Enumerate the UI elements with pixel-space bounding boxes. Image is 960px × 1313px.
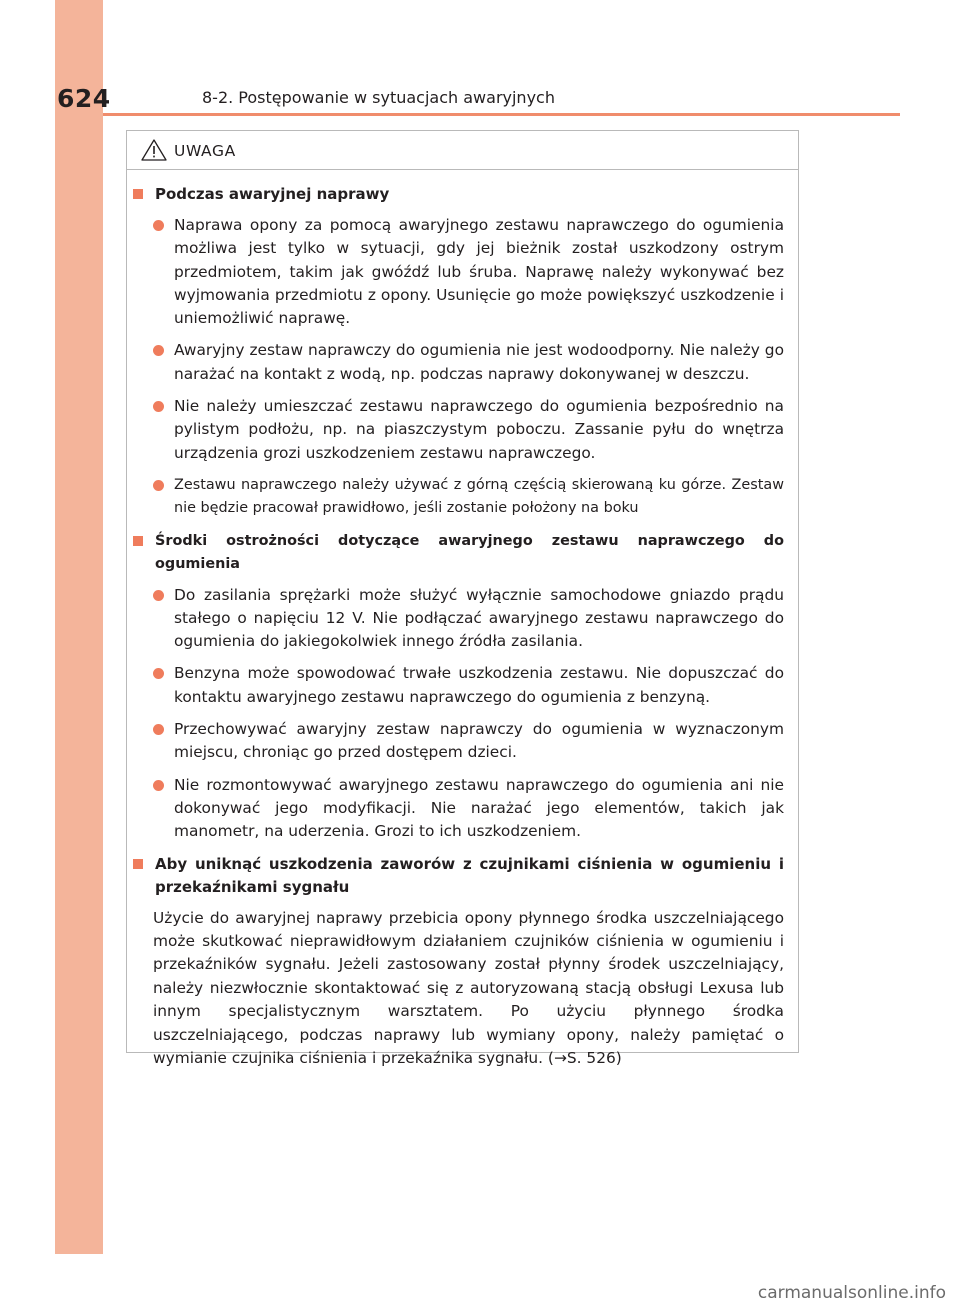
section-heading: Środki ostrożności dotyczące awaryjnego zestawu naprawczego do ogumienia xyxy=(127,530,784,576)
list-item: Naprawa opony za pomocą awaryjnego zestawu naprawczego do ogumienia możliwa jest tylko w sytuacji, gdy jej bieżnik został uszkodzony ostrym przedmiotem, takim jak gwóźdź lub śruba. Naprawę należy wykonywać bez wyjmowania przedmiotu z opony. Usunięcie go może powiększyć uszkodzenie i uniemożliwić naprawę. xyxy=(127,214,784,330)
warning-triangle-icon xyxy=(141,139,167,161)
round-bullet-icon xyxy=(153,401,164,412)
round-bullet-icon xyxy=(153,220,164,231)
page-reference[interactable]: S. 526) xyxy=(566,1048,622,1067)
list-item: Awaryjny zestaw naprawczy do ogumienia nie jest wodoodporny. Nie należy go narażać na kontakt z wodą, np. podczas naprawy dokonywanej w deszczu. xyxy=(127,339,784,386)
header-divider xyxy=(103,113,900,116)
square-bullet-icon xyxy=(133,536,143,546)
list-item: Przechowywać awaryjny zestaw naprawczy do ogumienia w wyznaczonym miejscu, chroniąc go przed dostępem dzieci. xyxy=(127,718,784,765)
page-number: 624 xyxy=(57,84,111,113)
round-bullet-icon xyxy=(153,780,164,791)
list-item: Nie należy umieszczać zestawu naprawczego do ogumienia bezpośrednio na pylistym podłożu, np. na piaszczystym poboczu. Zassanie pyłu do wnętrza urządzenia grozi uszkodzeniem zestawu naprawczego. xyxy=(127,395,784,465)
list-item: Benzyna może spowodować trwałe uszkodzenia zestawu. Nie dopuszczać do kontaktu awaryjnego zestawu naprawczego do ogumienia z benzyną. xyxy=(127,662,784,709)
reference-arrow-icon: → xyxy=(553,1048,567,1067)
paragraph: Użycie do awaryjnej naprawy przebicia opony płynnego środka uszczelniającego może skutkować nieprawidłowym działaniem czujników ciśnienia w ogumieniu i przekaźników sygnału. Jeżeli zastosowany został płynny środek uszczelniający, należy niezwłocznie skontaktować się z autoryzowaną stacją obsługi Lexusa lub innym specjalistycznym warsztatem. Po użyciu płynnego środka uszczelniającego, podczas naprawy lub wymiany opony, należy pamiętać o wymianie czujnika ciśnienia i przekaźnika sygnału. (→S. 526) xyxy=(153,908,784,1067)
round-bullet-icon xyxy=(153,668,164,679)
square-bullet-icon xyxy=(133,189,143,199)
warning-header xyxy=(127,131,798,170)
list-item: Nie rozmontowywać awaryjnego zestawu naprawczego do ogumienia ani nie dokonywać jego modyfikacji. Nie narażać jego elementów, takich jak manometr, na uderzenia. Grozi to ich uszkodzeniem. xyxy=(127,774,784,844)
side-color-band xyxy=(55,0,103,1254)
round-bullet-icon xyxy=(153,480,164,491)
list-item: Zestawu naprawczego należy używać z górną częścią skierowaną ku górze. Zestaw nie będzie pracował prawidłowo, jeśli zostanie położony na boku xyxy=(127,474,784,521)
section-heading: Aby uniknąć uszkodzenia zaworów z czujnikami ciśnienia w ogumieniu i przekaźnikami sygnału xyxy=(127,853,784,899)
warning-label: UWAGA xyxy=(174,142,236,160)
list-item: Do zasilania sprężarki może służyć wyłącznie samochodowe gniazdo prądu stałego o napięciu 12 V. Nie podłączać awaryjnego zestawu naprawczego do ogumienia do jakiegokolwiek innego źródła zasilania. xyxy=(127,584,784,654)
round-bullet-icon xyxy=(153,590,164,601)
watermark: carmanualsonline.info xyxy=(757,1283,946,1303)
warning-content xyxy=(127,183,800,1070)
section-title: 8-2. Postępowanie w sytuacjach awaryjnych xyxy=(202,88,555,107)
square-bullet-icon xyxy=(133,859,143,869)
round-bullet-icon xyxy=(153,345,164,356)
round-bullet-icon xyxy=(153,724,164,735)
warning-box xyxy=(126,130,799,1067)
section-heading: Podczas awaryjnej naprawy xyxy=(127,183,784,206)
